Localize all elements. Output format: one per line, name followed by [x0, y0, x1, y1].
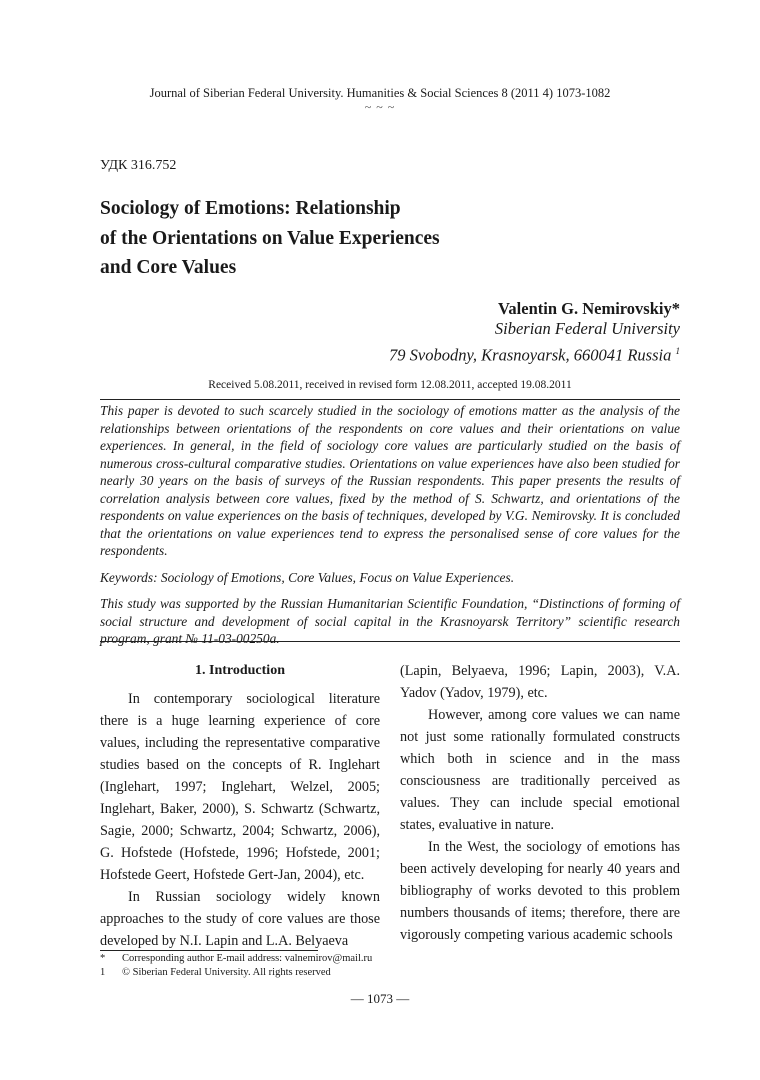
right-column	[400, 660, 680, 946]
abstract-top-rule	[100, 399, 680, 400]
udk-code: УДК 316.752	[100, 158, 177, 173]
address-footnote-mark: 1	[675, 346, 680, 356]
title-line-2: of the Orientations on Value Experiences	[100, 227, 440, 249]
author-address	[300, 340, 680, 367]
section-title: 1. Introduction	[195, 663, 285, 678]
footnote-mark: *	[100, 953, 106, 964]
journal-header: Journal of Siberian Federal University. Humanities & Social Sciences 8 (2011 4) 1073-1082	[149, 86, 611, 100]
footnote-mark: 1	[100, 967, 106, 978]
author-name: Valentin G. Nemirovskiy*	[498, 299, 680, 318]
abstract-block	[100, 402, 680, 648]
left-column	[100, 660, 380, 952]
footnote-text: © Siberian Federal University. All rights reserved	[122, 967, 331, 978]
page-number: — 1073 —	[350, 991, 410, 1006]
footnote-text: Corresponding author E-mail address: valnemirov@mail.ru	[122, 953, 373, 964]
title-line-1: Sociology of Emotions: Relationship	[100, 198, 401, 219]
abstract-text: This paper is devoted to such scarcely studied in the sociology of emotions matter as the analysis of the relationships between orientations of the respondents on core values and their orientations on value experiences. In general, in the field of sociology core values are particularly studied on the basis of numerous cross-cultural comparative studies. Orientations on value experiences have also been studied for nearly 30 years on the basis of surveys of the Russian respondents. This paper presents the results of correlation analysis between core values, fixed by the method of S. Schwartz, and orientations of the respondents on value experiences on the basis of techniques, developed by V.G. Nemirovsky. It is concluded that the orientations on value experiences tend to express the personalised sense of core values for the respondents.	[100, 403, 680, 558]
paragraph: However, among core values we can name not just some rationally formulated constructs which both in science and in the mass consciousness are traditionally perceived as values. They can include special emotional states, evaluative in nature.	[400, 707, 680, 833]
received-dates: Received 5.08.2011, received in revised form 12.08.2011, accepted 19.08.2011	[208, 379, 572, 391]
footnote	[100, 966, 331, 979]
footnote-rule	[100, 950, 318, 951]
paragraph: In the West, the sociology of emotions has been actively developing for nearly 40 years and bibliography of works devoted to this problem numbers thousands of items; therefore, there are vigorously competing various academic schools	[400, 839, 680, 943]
grant-note: This study was supported by the Russian Humanitarian Scientific Foundation, “Distinctions of forming of social structure and development of social capital in the Krasnoyarsk Territory” scientific research program, grant № 11-03-00250a.	[100, 596, 680, 646]
footnote	[100, 952, 372, 965]
abstract-bottom-rule	[100, 641, 680, 642]
title-line-3: and Core Values	[100, 257, 237, 278]
paragraph-continuation: (Lapin, Belyaeva, 1996; Lapin, 2003), V.A. Yadov (Yadov, 1979), etc.	[400, 663, 680, 701]
keywords: Keywords: Sociology of Emotions, Core Values, Focus on Value Experiences.	[100, 569, 515, 585]
paragraph: In contemporary sociological literature there is a huge learning experience of core values, including the representative comparative studies based on the concepts of R. Inglehart (Inglehart, 1997; Inglehart, Welzel, 2005; Inglehart, Baker, 2000), S. Schwartz (Schwartz, Sagie, 2000; Schwartz, 2004; Schwartz, 2006), G. Hofstede (Hofstede, 1996; Hofstede, 2001; Hofstede Geert, Hofstede Gert-Jan, 2004), etc.	[100, 691, 380, 883]
article-title	[100, 194, 660, 283]
address-text: 79 Svobodny, Krasnoyarsk, 660041 Russia	[389, 345, 672, 365]
paragraph: In Russian sociology widely known approaches to the study of core values are those developed by N.I. Lapin and L.A. Belyaeva	[100, 889, 380, 949]
header-ornament: ~ ~ ~	[364, 100, 396, 114]
author-affiliation: Siberian Federal University	[494, 319, 680, 338]
